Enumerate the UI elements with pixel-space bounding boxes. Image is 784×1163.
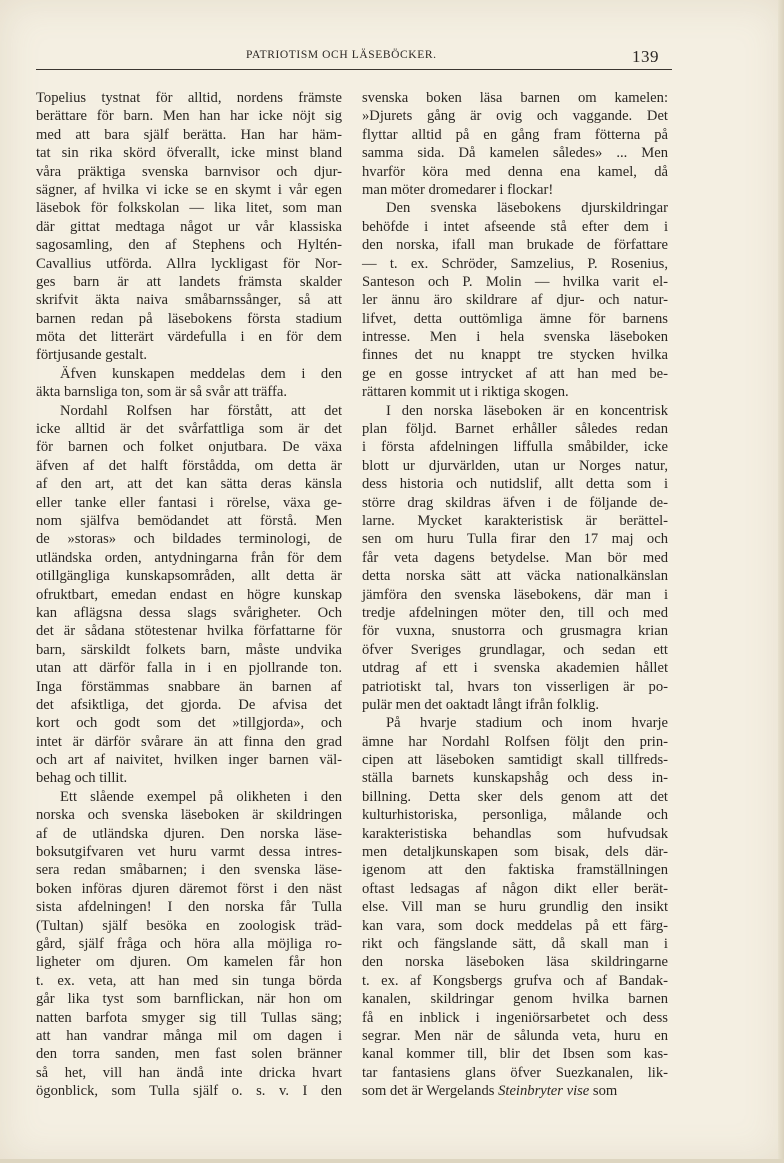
text-line: barnen redan på läsebokens första stadium — [36, 310, 342, 327]
page-edge — [778, 0, 784, 1163]
text-line: Den svenska läsebokens djurskildringar — [386, 200, 668, 217]
text-line: kan vara, som dock meddelas på ett färg- — [362, 917, 668, 934]
text-line: ge en gosse intrycket af att han med be- — [362, 365, 668, 382]
text-line: det är sådana stötestenar hvilka författarne för — [36, 623, 342, 640]
text-line: behöfde i intet afseende stå efter dem i — [362, 218, 668, 235]
text-line: jämföra den svenska läsebokens, där man i — [362, 586, 668, 603]
text-line: rättaren kommit ut i riktiga skogen. — [362, 384, 569, 401]
text-line: pulär men det oaktadt långt ifrån folklig. — [362, 696, 600, 713]
text-line: — t. ex. Schröder, Samzelius, P. Rosenius, — [362, 255, 668, 272]
text-line: ämne har Nordahl Rolfsen följt den prin- — [362, 733, 668, 750]
right-column — [362, 89, 668, 1100]
text-line: sagosamling, den af Stephens och Hyltén- — [36, 237, 342, 254]
text-line: att han vandrar många mil om dagen i — [36, 1027, 342, 1044]
text-line: larne. Mycket karakteristisk är berättel- — [362, 512, 668, 529]
text-line: behag och tillit. — [36, 770, 128, 787]
text-line: som det är Wergelands Steinbryter vise som — [362, 1083, 618, 1100]
left-column — [36, 89, 342, 1100]
text-line: Cavallius utförda. Allra lyckligast för Nor- — [36, 255, 342, 272]
text-line: igenom att den faktiska framställningen — [362, 862, 668, 879]
text-line: men detaljkunskapen som bisak, dels där- — [362, 844, 668, 861]
text-line: finnes det nu knappt tre stycken hvilka — [362, 347, 668, 364]
text-line: lifvet, detta outtömliga ämne för barnens — [362, 310, 668, 327]
text-line: för barnen och folket onjutbara. De växa — [36, 439, 342, 456]
text-line: dess historia och nutidslif, allt detta som i — [362, 476, 668, 493]
text-line: utdrag af ett i svenska akademien hållet — [362, 660, 668, 677]
text-line: icke alltid är det svårfattliga som är det — [36, 421, 342, 438]
text-line: sera redan småbarnen; i den svenska läse- — [36, 862, 342, 879]
text-line: med att bara själf berätta. Han har häm- — [36, 126, 342, 143]
text-line: får veta dagens betydelse. Man bör med — [362, 549, 668, 566]
text-line: i första afdelningen liffulla småbilder, icke — [362, 439, 668, 456]
text-line: sen om huru Tulla firar den 17 maj och — [362, 531, 668, 548]
page-edge-bottom — [0, 1159, 784, 1163]
text-line: flyttar alltid på en gång fram fötterna på — [362, 126, 668, 143]
text-line: ögonblick, som Tulla själf o. s. v. I den — [36, 1083, 342, 1100]
text-line: tar fantasiens glans öfver Suezkanalen, lik- — [362, 1064, 668, 1081]
text-line: läsebok för folkskolan — lika litet, som man — [36, 200, 342, 217]
text-line: den norska, ifall man brukade de författare — [362, 237, 668, 254]
text-line: af de utländska djuren. Den norska läse- — [36, 825, 342, 842]
text-line: oftast ledsagas af någon dikt eller berät- — [362, 880, 668, 897]
text-line: hvarför köra med denna ena kamel, då — [362, 163, 668, 180]
text-line: utländska orden, antydningarna från för dem — [36, 549, 342, 566]
text-line: kanal kommer till, blir det Ibsen som kas- — [362, 1046, 668, 1063]
text-line: patriotiskt tal, hvars ton visserligen är po- — [362, 678, 668, 695]
text-line: ställa barnets kunskapshåg och dess in- — [362, 770, 668, 787]
text-line: förtjusande gestalt. — [36, 347, 148, 364]
running-header: PATRIOTISM OCH LÄSEBÖCKER. — [246, 49, 437, 61]
text-line: öfver Sveriges grundlagar, och sedan ett — [362, 641, 668, 658]
text-line: cipen att läseboken samtidigt skall tillfreds- — [362, 752, 668, 769]
page-number: 139 — [632, 47, 659, 66]
text-line: natten barfota smyger sig till Tullas säng; — [36, 1009, 342, 1026]
text-line: man möter dromedarer i flockar! — [362, 181, 554, 198]
text-line: nom själfva bemödandet att förstå. Men — [36, 512, 342, 529]
text-line: tat sin rika skörd öfverallt, icke minst bland — [36, 145, 342, 162]
text-line: sista afdelningen! I den norska får Tulla — [36, 899, 342, 916]
text-line: Inga förstämmas snabbare än barnen af — [36, 678, 342, 695]
text-line: äkta barnsliga ton, som är så svår att träffa. — [36, 384, 287, 401]
text-line: I den norska läseboken är en koncentrisk — [386, 402, 668, 419]
text-line: blott ur djurvärlden, utan ur Norges natur, — [362, 457, 668, 474]
text-line: utan att därför falla in i en pjollrande ton. — [36, 660, 342, 677]
text-line: kort och godt som det »tillgjorda», och — [36, 715, 342, 732]
text-line: karakteristiska behandlas som hufvudsak — [362, 825, 668, 842]
text-line: gård, själf fråga och höra alla möjliga ro- — [36, 935, 342, 952]
text-line: detta norska sätt att väcka nationalkänslan — [362, 568, 668, 585]
text-line: Nordahl Rolfsen har förstått, att det — [60, 402, 342, 419]
text-line: intet är därför svårare än att finna den grad — [36, 733, 342, 750]
text-line: sägner, af hvilka vi icke se en skymt i vår egen — [36, 181, 342, 198]
text-line: Santeson och P. Molin — hvilka varit el- — [362, 273, 668, 290]
text-line: så het, vill han ändå inte dricka hvart — [36, 1064, 342, 1081]
text-line: rikt och fängslande sätt, då skall man i — [362, 935, 668, 952]
text-line: möta det litterärt värdefulla i en för dem — [36, 329, 342, 346]
text-line: ler ännu äro skildrare af djur- och natur- — [362, 292, 668, 309]
text-line: ges barn är att landets främsta skalder — [36, 273, 342, 290]
text-line: det afsiktliga, det gjorda. De afvisa det — [36, 696, 342, 713]
text-line: skrifvit äkta naiva småbarnssånger, så att — [36, 292, 342, 309]
text-line: och art af naivitet, hvilken inger barnen väl- — [36, 752, 342, 769]
text-line: plan följd. Barnet erhåller således redan — [362, 421, 668, 438]
text-line: berättare för barn. Men han har icke nöjt sig — [36, 108, 342, 125]
text-line: för vuxna, snustorra och grusmagra krian — [362, 623, 668, 640]
text-line: »Djurets gång är ovig och vaggande. Det — [362, 108, 668, 125]
text-line: där gittat medtaga något ur vår klassiska — [36, 218, 342, 235]
header-rule — [36, 69, 672, 70]
text-line: af den art, att det kan sätta deras känsla — [36, 476, 342, 493]
text-line: den norska läseboken läsa skildringarne — [362, 954, 668, 971]
text-line: (Tultan) själf besöka en zoologisk träd- — [36, 917, 342, 934]
text-line: få en inblick i ingeniörsarbetet och dess — [362, 1009, 668, 1026]
text-line: barn, särskildt folkets barn, måste undvika — [36, 641, 342, 658]
text-line: segrar. Men när de sålunda veta, huru en — [362, 1027, 668, 1044]
italic-title: Steinbryter vise — [498, 1083, 590, 1100]
text-line: else. Vill man se huru grundlig den insikt — [362, 899, 668, 916]
text-line: t. ex. af Kongsbergs grufva och af Bandak- — [362, 972, 668, 989]
text-line: tredje afdelningen möter den, till och med — [362, 604, 668, 621]
text-line: ofruktbart, emedan endast en högre kunskap — [36, 586, 342, 603]
text-line: eller tanke eller fantasi i rörelse, växa ge- — [36, 494, 342, 511]
text-line: otillgängliga kunskapsområden, allt detta är — [36, 568, 342, 585]
text-line: Topelius tystnat för alltid, nordens främste — [36, 90, 342, 106]
text-line: boken införas djuren däremot först i den näst — [36, 880, 342, 897]
text-line: de »storas» och bildades terminologi, de — [36, 531, 342, 548]
text-line: kan aflägsna dessa slags svårigheter. Och — [36, 604, 342, 621]
text-line: kanalen, skildringar genom hvilka barnen — [362, 991, 668, 1008]
text-line: Ett slående exempel på olikheten i den — [60, 788, 342, 805]
text-line: samma sida. Då kamelen således» ... Men — [362, 145, 668, 162]
text-line: t. ex. veta, att han med sin tunga börda — [36, 972, 342, 989]
text-line: norska och svenska läseboken är skildringen — [36, 807, 342, 824]
text-line: På hvarje stadium och inom hvarje — [386, 715, 668, 732]
text-line: äfven af det halft förstådda, om detta är — [36, 457, 342, 474]
text-line: boksutgifvaren vet huru varmt dessa intres- — [36, 844, 342, 861]
text-line: intresse. Men i hela svenska läseboken — [362, 329, 668, 346]
text-line: den torra sanden, men fast solen bränner — [36, 1046, 342, 1063]
text-line: billning. Detta sker dels genom att det — [362, 788, 668, 805]
text-line: våra präktiga svenska barnvisor och djur- — [36, 163, 342, 180]
text-line: kulturhistoriska, personliga, målande och — [362, 807, 668, 824]
text-line: svenska boken läsa barnen om kamelen: — [362, 90, 668, 106]
text-line: ligheter om djuren. Om kamelen får hon — [36, 954, 342, 971]
text-line: går lika tyst som barnflickan, när hon om — [36, 991, 342, 1008]
text-line: Äfven kunskapen meddelas dem i den — [60, 365, 342, 382]
text-line: större drag skildras äfven i de följande de- — [362, 494, 668, 511]
